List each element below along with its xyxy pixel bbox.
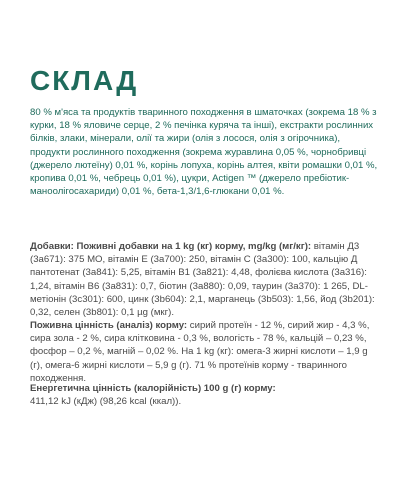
nutrition-label: Поживна цінність (аналіз) корму:	[30, 320, 188, 331]
nutrition-paragraph	[30, 319, 375, 385]
additives-text: вітамін Д3 (3а671): 375 МО, вітамін Е (3а700): 250, вітамін С (3а300): 100, кальцію Д пантотенат (3а841): 5,25, вітамін В1 (3а821): 4,48, фолієва кислота (3а316): 1,24, вітамін В6 (3а831): 0,7, біотин (3а880): 0,09, таурин (3а370): 1 265, DL-метіонін (3с301): 600, цинк (3b604): 2,1, марганець (3b503): 1,56, йод (3b201): 0,32, селен (3b801): 0,1 µg (мкг).	[30, 241, 375, 319]
energy-paragraph	[30, 382, 375, 408]
additives-paragraph	[30, 240, 375, 319]
composition-text: 80 % м'яса та продуктів тваринного походження в шматочках (зокрема 18 % з курки, 18 % яловиче серце, 2 % печінка куряча та інші), екстракти рослинних білків, злаки, мінерали, олії та жири (олія з лосося, олія з огірочника), продукти рослинного походження (зокрема журавлина 0,05 %, чорнобривці (джерело лютеїну) 0,01 %, корінь лопуха, корінь алтея, квіти ромашки 0,01 %, кропива 0,01 %, чебрець 0,01 %), цукри, Actigen ™ (джерело пребіотик-маноолігосахариди) 0,01 %, бета-1,3/1,6-глюкани 0,01 %.	[30, 107, 378, 198]
additives-label: Добавки: Поживні добавки на 1 kg (кг) корму, mg/kg (мг/кг):	[30, 241, 312, 252]
energy-text: 411,12 kJ (кДж) (98,26 kcal (ккал)).	[30, 396, 182, 408]
section-title: СКЛАД	[30, 65, 139, 96]
energy-label: Енергетична цінність (калорійність) 100 g (г) корму:	[30, 383, 276, 394]
nutrition-text: сирий протеїн - 12 %, сирий жир - 4,3 %, сира зола - 2 %, сира клітковина - 0,3 %, вологість - 78 %, кальцій – 0,23 %, фосфор – 0,2 %, магній – 0,02 %. На 1 kg (кг): омега-3 жирні кислоти – 1,9 g (г), омега-6 жирні кислоти – 5,9 g (г). 71 % протеїнів корму - тваринного походження.	[30, 320, 370, 384]
